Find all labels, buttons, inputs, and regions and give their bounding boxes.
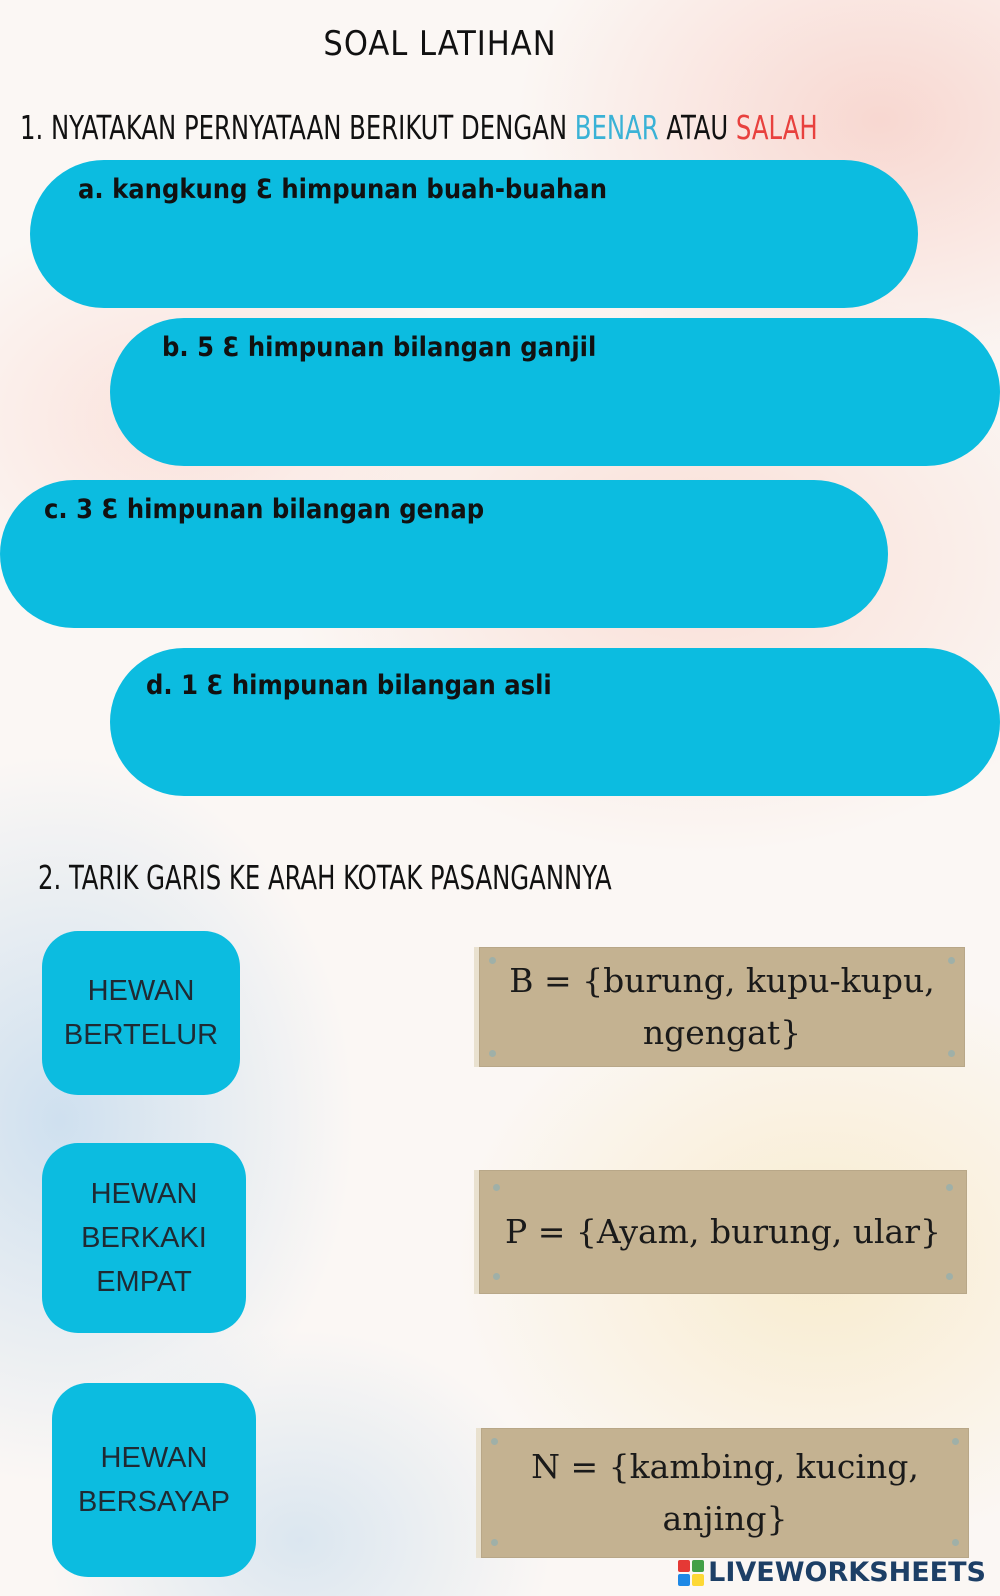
liveworksheets-wordmark: LIVEWORKSHEETS: [708, 1557, 986, 1588]
category-box-bertelur[interactable]: [42, 931, 240, 1095]
set-board-n[interactable]: [476, 1428, 969, 1558]
pin-icon: [489, 957, 496, 964]
category-box-bersayap[interactable]: [52, 1383, 256, 1577]
answer-pill-a[interactable]: [30, 160, 918, 308]
question-1-prefix: 1. NYATAKAN PERNYATAAN BERIKUT DENGAN: [20, 108, 575, 147]
set-board-b[interactable]: [474, 947, 965, 1067]
liveworksheets-logo: [678, 1557, 986, 1588]
liveworksheets-logo-icon: [678, 1560, 704, 1586]
answer-pill-b[interactable]: [110, 318, 1000, 466]
pin-icon: [946, 1184, 953, 1191]
question-1-heading: [20, 108, 818, 147]
category-label: HEWAN BERKAKI EMPAT: [81, 1178, 207, 1298]
pin-icon: [948, 1050, 955, 1057]
statement-a: a. kangkung Ɛ himpunan buah-buahan: [78, 174, 607, 205]
pin-icon: [491, 1438, 498, 1445]
question-2-heading: 2. TARIK GARIS KE ARAH KOTAK PASANGANNYA: [38, 858, 612, 897]
salah-word: SALAH: [735, 108, 818, 147]
pin-icon: [952, 1539, 959, 1546]
pin-icon: [493, 1273, 500, 1280]
pin-icon: [952, 1438, 959, 1445]
set-label: B = {burung, kupu-kupu, ngengat}: [509, 961, 935, 1052]
category-label: HEWAN BERSAYAP: [77, 1442, 231, 1518]
pin-icon: [493, 1184, 500, 1191]
answer-pill-c[interactable]: [0, 480, 888, 628]
category-label: HEWAN BERTELUR: [63, 975, 219, 1051]
set-label: P = {Ayam, burung, ular}: [505, 1212, 941, 1251]
answer-pill-d[interactable]: [110, 648, 1000, 796]
question-1-middle: ATAU: [658, 108, 736, 147]
set-board-p[interactable]: [474, 1170, 967, 1294]
statement-d: d. 1 Ɛ himpunan bilangan asli: [146, 670, 552, 701]
benar-word: BENAR: [574, 108, 659, 147]
pin-icon: [489, 1050, 496, 1057]
statement-b: b. 5 Ɛ himpunan bilangan ganjil: [162, 332, 597, 363]
pin-icon: [491, 1539, 498, 1546]
set-label: N = {kambing, kucing, anjing}: [531, 1447, 919, 1538]
pin-icon: [946, 1273, 953, 1280]
page-title: SOAL LATIHAN: [323, 24, 557, 64]
pin-icon: [948, 957, 955, 964]
category-box-berkaki-empat[interactable]: [42, 1143, 246, 1333]
statement-c: c. 3 Ɛ himpunan bilangan genap: [44, 494, 485, 525]
